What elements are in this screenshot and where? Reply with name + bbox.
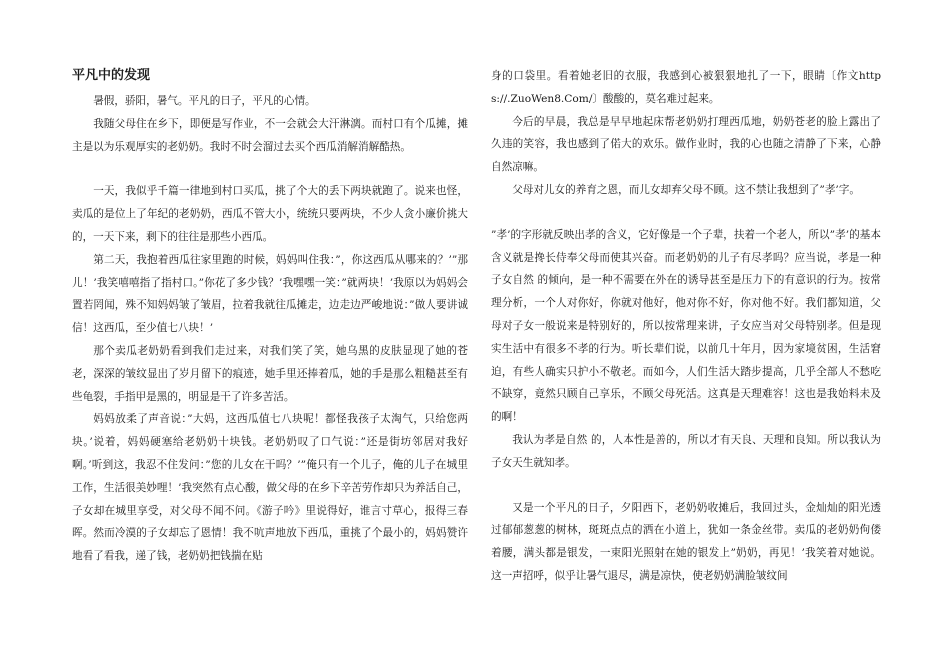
paragraph-gap: [491, 202, 881, 224]
paragraph: 暑假，骄阳，暑气。平凡的日子，平凡的心情。: [93, 95, 316, 107]
paragraph: 第二天，我抱着西瓜往家里跑的时候，妈妈叫住我：”，你这西瓜从哪来的？’”那儿！’我笑嘻嘻指了指村口。”你花了多少钱？’我嘿嘿一笑：”就两块！’我原以为妈妈会置若罔闻，殊不知妈妈皱了皱眉，拉着我就往瓜摊走，边走边严峻地说：”做人要讲诚信！这西瓜，至少值七八块！’: [72, 253, 468, 335]
right-column: [491, 65, 881, 588]
paragraph: 那个卖瓜老奶奶看到我们走过来，对我们笑了笑，她乌黑的皮肤显现了她的苍老，深深的皱纹显出了岁月留下的痕迹，她手里还捧着瓜，她的手是那么粗糙甚至有些龟裂，手指甲是黑的，明显是干了许多苦活。: [72, 344, 468, 403]
left-column: [72, 66, 468, 568]
paragraph: 又是一个平凡的日子，夕阳西下，老奶奶收摊后，我回过头，金灿灿的阳光透过郁郁葱葱的树林，斑斑点点的洒在小道上，犹如一条金丝带。卖瓜的老奶奶佝偻着腰，满头都是银发，一束阳光照射在她的银发上”奶奶，再见！’我笑着对她说。这一声招呼，似乎让暑气退尽，满是凉快，使老奶奶满脸皱纹间: [491, 501, 881, 582]
paragraph: 身的口袋里。看着她老旧的衣服，我感到心被狠狠地扎了一下，眼睛〔作文https://.ZuoWen8.Com/〕酸酸的，莫名难过起来。: [491, 70, 881, 105]
paragraph: 我随父母住在乡下，即便是写作业，不一会就会大汗淋漓。而村口有个瓜摊，摊主是以为乐观厚实的老奶奶。我时不时会溜过去买个西瓜消解消解酷热。: [72, 117, 468, 153]
paragraph: 今后的早晨，我总是早早地起床帮老奶奶打理西瓜地，奶奶苍老的脸上露出了久违的笑容，我也感到了偌大的欢乐。做作业时，我的心也随之清静了下来，心静自然凉嘛。: [491, 115, 881, 174]
paragraph-gap: [491, 475, 881, 497]
paragraph-gap: [72, 158, 468, 180]
article-title: 平凡中的发现: [72, 68, 151, 83]
paragraph: 我认为孝是自然 的，人本性是善的，所以才有天良、天理和良知。所以我认为子女天生就知孝。: [491, 433, 881, 469]
paragraph: 父母对儿女的养育之恩，而儿女却弃父母不顾。这不禁让我想到了”孝’字。: [512, 183, 860, 196]
paragraph: ”孝’的字形就反映出孝的含义，它好像是一个子辈，扶着一个老人，所以”孝’的基本含义就是搀长侍奉父母而使其兴奋。而老奶奶的儿子有尽孝吗？应当说，孝是一种子女自然 的倾向，是一种不需要在外在的诱导甚至是压力下的有意识的行为。按常理分析，一个人对你好，你就对他好，他对你不好，你对他不好。我们都知道，父母对子女一般说来是特别好的，所以按常理来讲，子女应当对父母特别孝。但是现实生活中有很多不孝的行为。听长辈们说，以前几十年月，因为家境贫困，生活窘迫，有些人确实只护小不敬老。而如今，人们生活大踏步提高，几乎全部人不愁吃不缺穿，竟然只顾自己享乐，不顾父母死活。这真是天理难容！这也是我始料未及的啊！: [491, 228, 881, 424]
paragraph: 妈妈放柔了声音说：”大妈，这西瓜值七八块呢！都怪我孩子太淘气，只给您两块。’说着，妈妈硬塞给老奶奶十块钱。老奶奶叹了口气说：”还是街坊邻居对我好啊。’听到这，我忍不住发问：”您的儿女在干吗？’”俺只有一个儿子，俺的儿子在城里工作，生活很美妙哩！’我突然有点心酸，做父母的在乡下辛苦劳作却只为养活自己，子女却在城里享受，对父母不闻不问。《游子吟》里说得好，谁言寸草心，报得三春晖。然而冷漠的子女却忘了恩情！我不吭声地放下西瓜，重挑了个最小的，妈妈赞许地看了看我，递了钱，老奶奶把钱揣在贴: [72, 413, 468, 563]
paragraph: 一天，我似乎千篇一律地到村口买瓜，挑了个大的丢下两块就跑了。说来也怪，卖瓜的是位上了年纪的老奶奶，西瓜不管大小，统统只要两块，不少人贪小廉价挑大的，一天下来，剩下的往往是那些小西瓜。: [72, 185, 468, 243]
